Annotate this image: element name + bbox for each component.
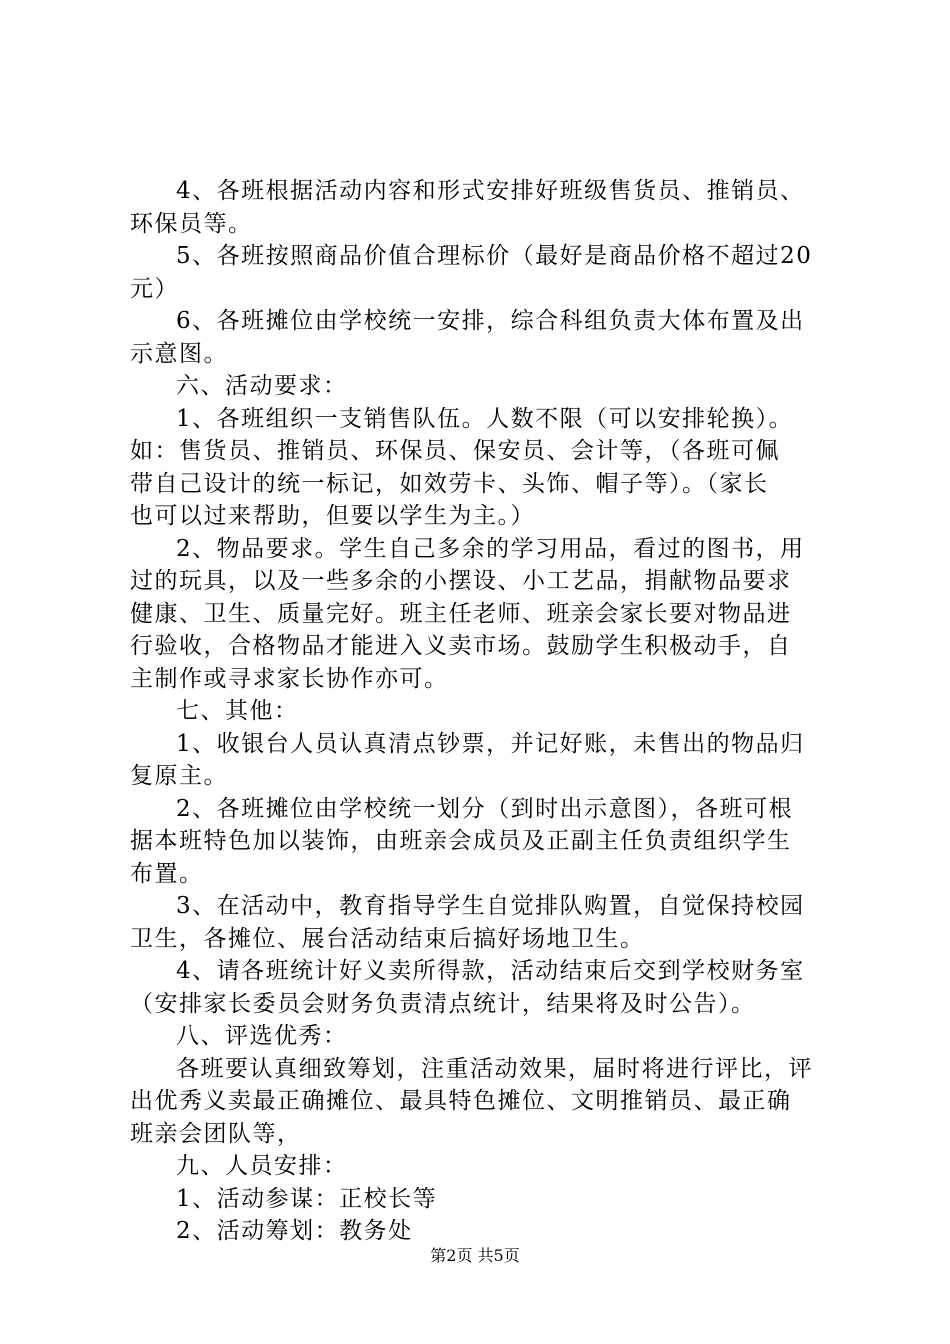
text-line: 据本班特色加以装饰，由班亲会成员及正副主任负责组织学生 [130,828,792,854]
text-line: 布置。 [130,860,204,887]
text-line: 2、各班摊位由学校统一划分（到时出示意图），各班可根 [176,795,794,822]
text-line: 七、其他： [176,698,299,724]
page-footer: 第2页 共5页 [430,1246,520,1265]
text-line: 复原主。 [130,763,228,789]
text-line: 各班要认真细致筹划，注重活动效果，届时将进行评比，评 [176,1055,813,1082]
text-line: 六、活动要求： [176,373,348,399]
text-line: 带自己设计的统一标记，如效劳卡、头饰、帽子等）。（家长 [130,470,769,497]
text-line: 环保员等。 [130,210,253,237]
text-line: （安排家长委员会财务负责清点统计，结果将及时公告）。 [130,990,756,1017]
text-line: 元） [130,275,179,302]
text-line: 1、收银台人员认真清点钞票，并记好账，未售出的物品归 [176,730,805,757]
text-line: 也可以过来帮助，但要以学生为主。） [130,503,535,529]
text-line: 1、活动参谋：正校长等 [176,1185,438,1212]
text-line: 3、在活动中，教育指导学生自觉排队购置，自觉保持校园 [176,893,805,919]
text-line: 卫生，各摊位、展台活动结束后搞好场地卫生。 [130,925,645,952]
text-line: 班亲会团队等， [130,1120,302,1147]
text-line: 4、请各班统计好义卖所得款，活动结束后交到学校财务室 [176,958,805,984]
text-line: 4、各班根据活动内容和形式安排好班级售货员、推销员、 [176,178,805,204]
text-line: 2、活动筹划：教务处 [176,1218,413,1244]
text-line: 行验收，合格物品才能进入义卖市场。鼓励学生积极动手，自 [130,633,792,659]
text-line: 主制作或寻求家长协作亦可。 [130,665,449,692]
text-line: 九、人员安排： [176,1153,348,1179]
document-body [130,175,830,1248]
text-line: 1、各班组织一支销售队伍。人数不限（可以安排轮换）。 [176,405,794,432]
text-line: 八、评选优秀： [176,1023,348,1049]
text-line: 健康、卫生、质量完好。班主任老师、班亲会家长要对物品进 [130,600,792,627]
text-line: 如：售货员、推销员、环保员、保安员、会计等，（各班可佩 [130,438,780,464]
text-line: 6、各班摊位由学校统一安排，综合科组负责大体布置及出 [176,308,805,334]
text-line: 示意图。 [130,340,228,367]
text-line: 5、各班按照商品价值合理标价（最好是商品价格不超过20 [176,243,813,269]
text-line: 2、物品要求。学生自己多余的学习用品，看过的图书，用 [176,535,805,562]
text-line: 出优秀义卖最正确摊位、最具特色摊位、文明推销员、最正确 [130,1088,792,1114]
text-line: 过的玩具，以及一些多余的小摆设、小工艺品，捐献物品要求 [130,568,792,594]
